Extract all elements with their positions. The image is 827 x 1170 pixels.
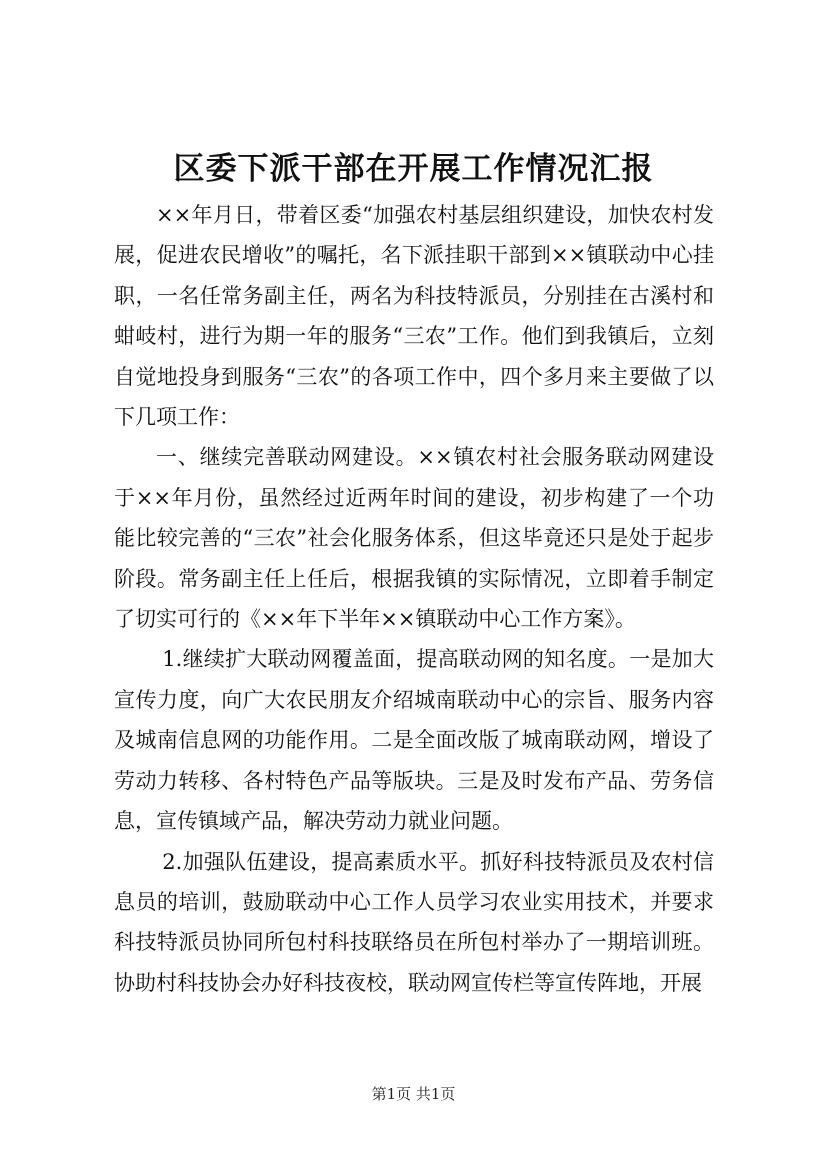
document-body: [114, 195, 714, 1003]
paragraph-item-two: 2.加强队伍建设，提高素质水平。抓好科技特派员及农村信息员的培训，鼓励联动中心工作人员学习农业实用技术，并要求科技特派员协同所包村科技联络员在所包村举办了一期培训班。协助村科技协会办好科技夜校，联动网宣传栏等宣传阵地，开展: [114, 849, 714, 995]
paragraph-item-one: 1.继续扩大联动网覆盖面，提高联动网的知名度。一是加大宣传力度，向广大农民朋友介绍城南联动中心的宗旨、服务内容及城南信息网的功能作用。二是全面改版了城南联动网，增设了劳动力转移、各村特色产品等版块。三是及时发布产品、劳务信息，宣传镇域产品，解决劳动力就业问题。: [114, 647, 714, 834]
page-footer: 第1页 共1页: [371, 1085, 456, 1103]
paragraph-section-one: 一、继续完善联动网建设。××镇农村社会服务联动网建设于××年月份，虽然经过近两年时间的建设，初步构建了一个功能比较完善的“三农”社会化服务体系，但这毕竟还只是处于起步阶段。常务副主任上任后，根据我镇的实际情况，立即着手制定了切实可行的《××年下半年××镇联动中心工作方案》。: [114, 445, 714, 632]
paragraph-intro: ××年月日，带着区委“加强农村基层组织建设，加快农村发展，促进农民增收”的嘱托，名下派挂职干部到××镇联动中心挂职，一名任常务副主任，两名为科技特派员，分别挂在古溪村和蚶岐村，进行为期一年的服务“三农”工作。他们到我镇后，立刻自觉地投身到服务“三农”的各项工作中，四个多月来主要做了以下几项工作：: [114, 203, 714, 430]
document-title: 区委下派干部在开展工作情况汇报: [173, 151, 654, 187]
